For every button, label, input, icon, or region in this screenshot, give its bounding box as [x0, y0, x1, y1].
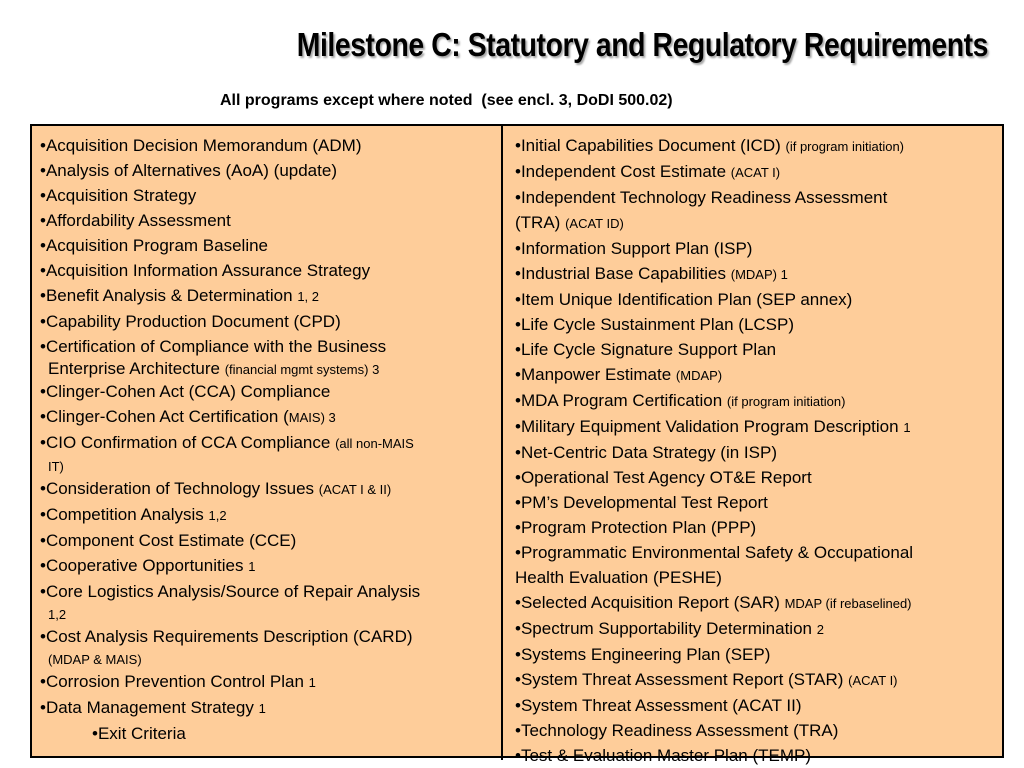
requirement-item	[40, 502, 500, 528]
requirement-text: •Life Cycle Sustainment Plan (LCSP)	[515, 315, 795, 334]
requirement-text: •Cooperative Opportunities	[40, 556, 244, 575]
requirement-text: •Analysis of Alternatives (AoA) (update)	[40, 161, 337, 180]
requirement-text: •Selected Acquisition Report (SAR)	[515, 593, 780, 612]
requirement-item	[515, 362, 999, 388]
requirement-text: •Capability Production Document (CPD)	[40, 312, 341, 331]
requirement-text: •Competition Analysis	[40, 505, 204, 524]
requirement-text: (TRA)	[515, 213, 561, 232]
requirement-text: •Benefit Analysis & Determination	[40, 286, 293, 305]
requirement-text: •Cost Analysis Requirements Description (CARD)	[40, 627, 413, 646]
requirement-item	[515, 718, 999, 743]
requirement-item	[515, 185, 999, 210]
requirement-note: (MDAP) 1	[730, 267, 788, 282]
requirement-text: •System Threat Assessment (ACAT II)	[515, 696, 802, 715]
right-column	[515, 133, 999, 768]
requirement-text: •Manpower Estimate	[515, 365, 672, 384]
requirement-text: •Item Unique Identification Plan (SEP annex)	[515, 290, 853, 309]
requirement-item	[40, 604, 500, 624]
requirement-item	[515, 515, 999, 540]
requirement-note: MAIS) 3	[288, 410, 336, 425]
requirement-item	[515, 565, 999, 590]
requirement-item	[515, 642, 999, 667]
requirement-text: •Acquisition Information Assurance Strategy	[40, 261, 371, 280]
requirement-item	[40, 624, 500, 649]
requirement-text: •Data Management Strategy	[40, 698, 254, 717]
requirement-text: •Technology Readiness Assessment (TRA)	[515, 721, 839, 740]
requirement-item	[40, 233, 500, 258]
requirement-item	[40, 158, 500, 183]
requirement-item	[515, 440, 999, 465]
requirement-item	[40, 309, 500, 334]
requirement-item	[515, 743, 999, 768]
requirement-text: •Independent Cost Estimate	[515, 162, 727, 181]
requirement-text: •Exit Criteria	[92, 724, 186, 743]
requirement-item	[515, 133, 999, 159]
requirement-item	[40, 379, 500, 404]
requirement-text: •Military Equipment Validation Program Description	[515, 417, 899, 436]
requirement-item	[515, 590, 999, 616]
requirement-note: (ACAT I)	[848, 673, 898, 688]
requirement-item	[40, 283, 500, 309]
requirement-item	[40, 553, 500, 579]
requirement-item	[515, 159, 999, 185]
requirement-text: •Life Cycle Signature Support Plan	[515, 340, 777, 359]
requirement-text: •Net-Centric Data Strategy (in ISP)	[515, 443, 777, 462]
requirement-item	[515, 465, 999, 490]
requirement-text: •System Threat Assessment Report (STAR)	[515, 670, 844, 689]
column-divider	[501, 126, 503, 760]
requirement-text: •Consideration of Technology Issues	[40, 479, 315, 498]
requirement-text: •Test & Evaluation Master Plan (TEMP)	[515, 746, 811, 765]
requirement-item	[40, 456, 500, 476]
requirement-item	[40, 133, 500, 158]
requirement-item	[515, 388, 999, 414]
requirement-text: •Acquisition Decision Memorandum (ADM)	[40, 136, 362, 155]
requirements-panel	[30, 124, 1004, 765]
requirement-text: •Initial Capabilities Document (ICD)	[515, 136, 781, 155]
slide-subtitle: All programs except where noted (see encl. 3, DoDI 500.02)	[220, 92, 673, 109]
requirement-text: Enterprise Architecture	[48, 359, 220, 378]
requirement-text: •Certification of Compliance with the Business	[40, 337, 387, 356]
requirement-note: (MDAP)	[675, 368, 723, 383]
requirement-note: 1	[248, 559, 256, 574]
requirement-note: (if program initiation)	[785, 139, 905, 154]
requirement-item	[515, 287, 999, 312]
slide-title: Milestone C: Statutory and Regulatory Requirements	[296, 26, 988, 63]
requirement-item	[515, 236, 999, 261]
requirement-text: •Core Logistics Analysis/Source of Repair Analysis	[40, 582, 421, 601]
requirement-note: 2	[816, 622, 824, 637]
requirement-note: (if program initiation)	[726, 394, 846, 409]
requirement-note: 1,2	[48, 607, 67, 622]
requirement-text: •Independent Technology Readiness Assessment	[515, 188, 888, 207]
requirement-text: •Information Support Plan (ISP)	[515, 239, 753, 258]
requirement-note: 1, 2	[297, 289, 319, 304]
requirement-item	[40, 669, 500, 695]
requirement-item	[40, 695, 500, 721]
requirement-item	[515, 261, 999, 287]
requirement-item	[515, 693, 999, 718]
requirement-note: (ACAT ID)	[565, 216, 624, 231]
requirement-item	[40, 649, 500, 669]
requirement-item	[40, 476, 500, 502]
requirement-note: (all non-MAIS	[335, 436, 414, 451]
requirement-text: •Program Protection Plan (PPP)	[515, 518, 757, 537]
requirement-note: (financial mgmt systems) 3	[224, 362, 380, 377]
requirement-item	[40, 183, 500, 208]
requirement-note: IT)	[48, 459, 64, 474]
requirement-note: 1	[258, 701, 266, 716]
requirement-item	[40, 579, 500, 604]
requirement-item	[40, 404, 500, 430]
requirement-item	[515, 490, 999, 515]
requirement-text: •Spectrum Supportability Determination	[515, 619, 812, 638]
requirement-text: Health Evaluation (PESHE)	[515, 568, 722, 587]
requirement-text: •Operational Test Agency OT&E Report	[515, 468, 812, 487]
requirement-item	[40, 430, 500, 456]
requirement-text: •Industrial Base Capabilities	[515, 264, 727, 283]
requirement-text: •MDA Program Certification	[515, 391, 723, 410]
requirement-text: •Clinger-Cohen Act Certification (	[40, 407, 289, 426]
requirement-note: (MDAP & MAIS)	[48, 652, 142, 667]
requirement-item	[40, 208, 500, 233]
requirement-note: MDAP (if rebaselined)	[784, 596, 912, 611]
requirement-item	[515, 667, 999, 693]
requirement-item	[40, 528, 500, 553]
requirement-item	[515, 616, 999, 642]
requirement-text: •Acquisition Strategy	[40, 186, 197, 205]
requirement-text: •Affordability Assessment	[40, 211, 231, 230]
requirement-item	[515, 337, 999, 362]
requirement-item	[40, 334, 500, 359]
requirement-note: (ACAT I & II)	[318, 482, 392, 497]
requirement-item	[40, 721, 500, 746]
requirement-text: •Systems Engineering Plan (SEP)	[515, 645, 771, 664]
requirement-text: •PM’s Developmental Test Report	[515, 493, 768, 512]
requirement-text: •Corrosion Prevention Control Plan	[40, 672, 304, 691]
requirement-item	[515, 312, 999, 337]
requirement-text: •Component Cost Estimate (CCE)	[40, 531, 297, 550]
requirement-note: (ACAT I)	[730, 165, 781, 180]
requirement-note: 1,2	[208, 508, 227, 523]
requirement-item	[515, 540, 999, 565]
requirement-text: •CIO Confirmation of CCA Compliance	[40, 433, 331, 452]
requirement-note: 1	[308, 675, 316, 690]
requirement-item	[515, 414, 999, 440]
left-column	[40, 133, 500, 746]
requirement-item	[40, 258, 500, 283]
requirement-item	[40, 359, 500, 379]
requirement-text: •Acquisition Program Baseline	[40, 236, 269, 255]
requirement-item	[515, 210, 999, 236]
requirement-note: 1	[903, 420, 911, 435]
requirement-text: •Programmatic Environmental Safety & Occupational	[515, 543, 914, 562]
requirement-text: •Clinger-Cohen Act (CCA) Compliance	[40, 382, 331, 401]
